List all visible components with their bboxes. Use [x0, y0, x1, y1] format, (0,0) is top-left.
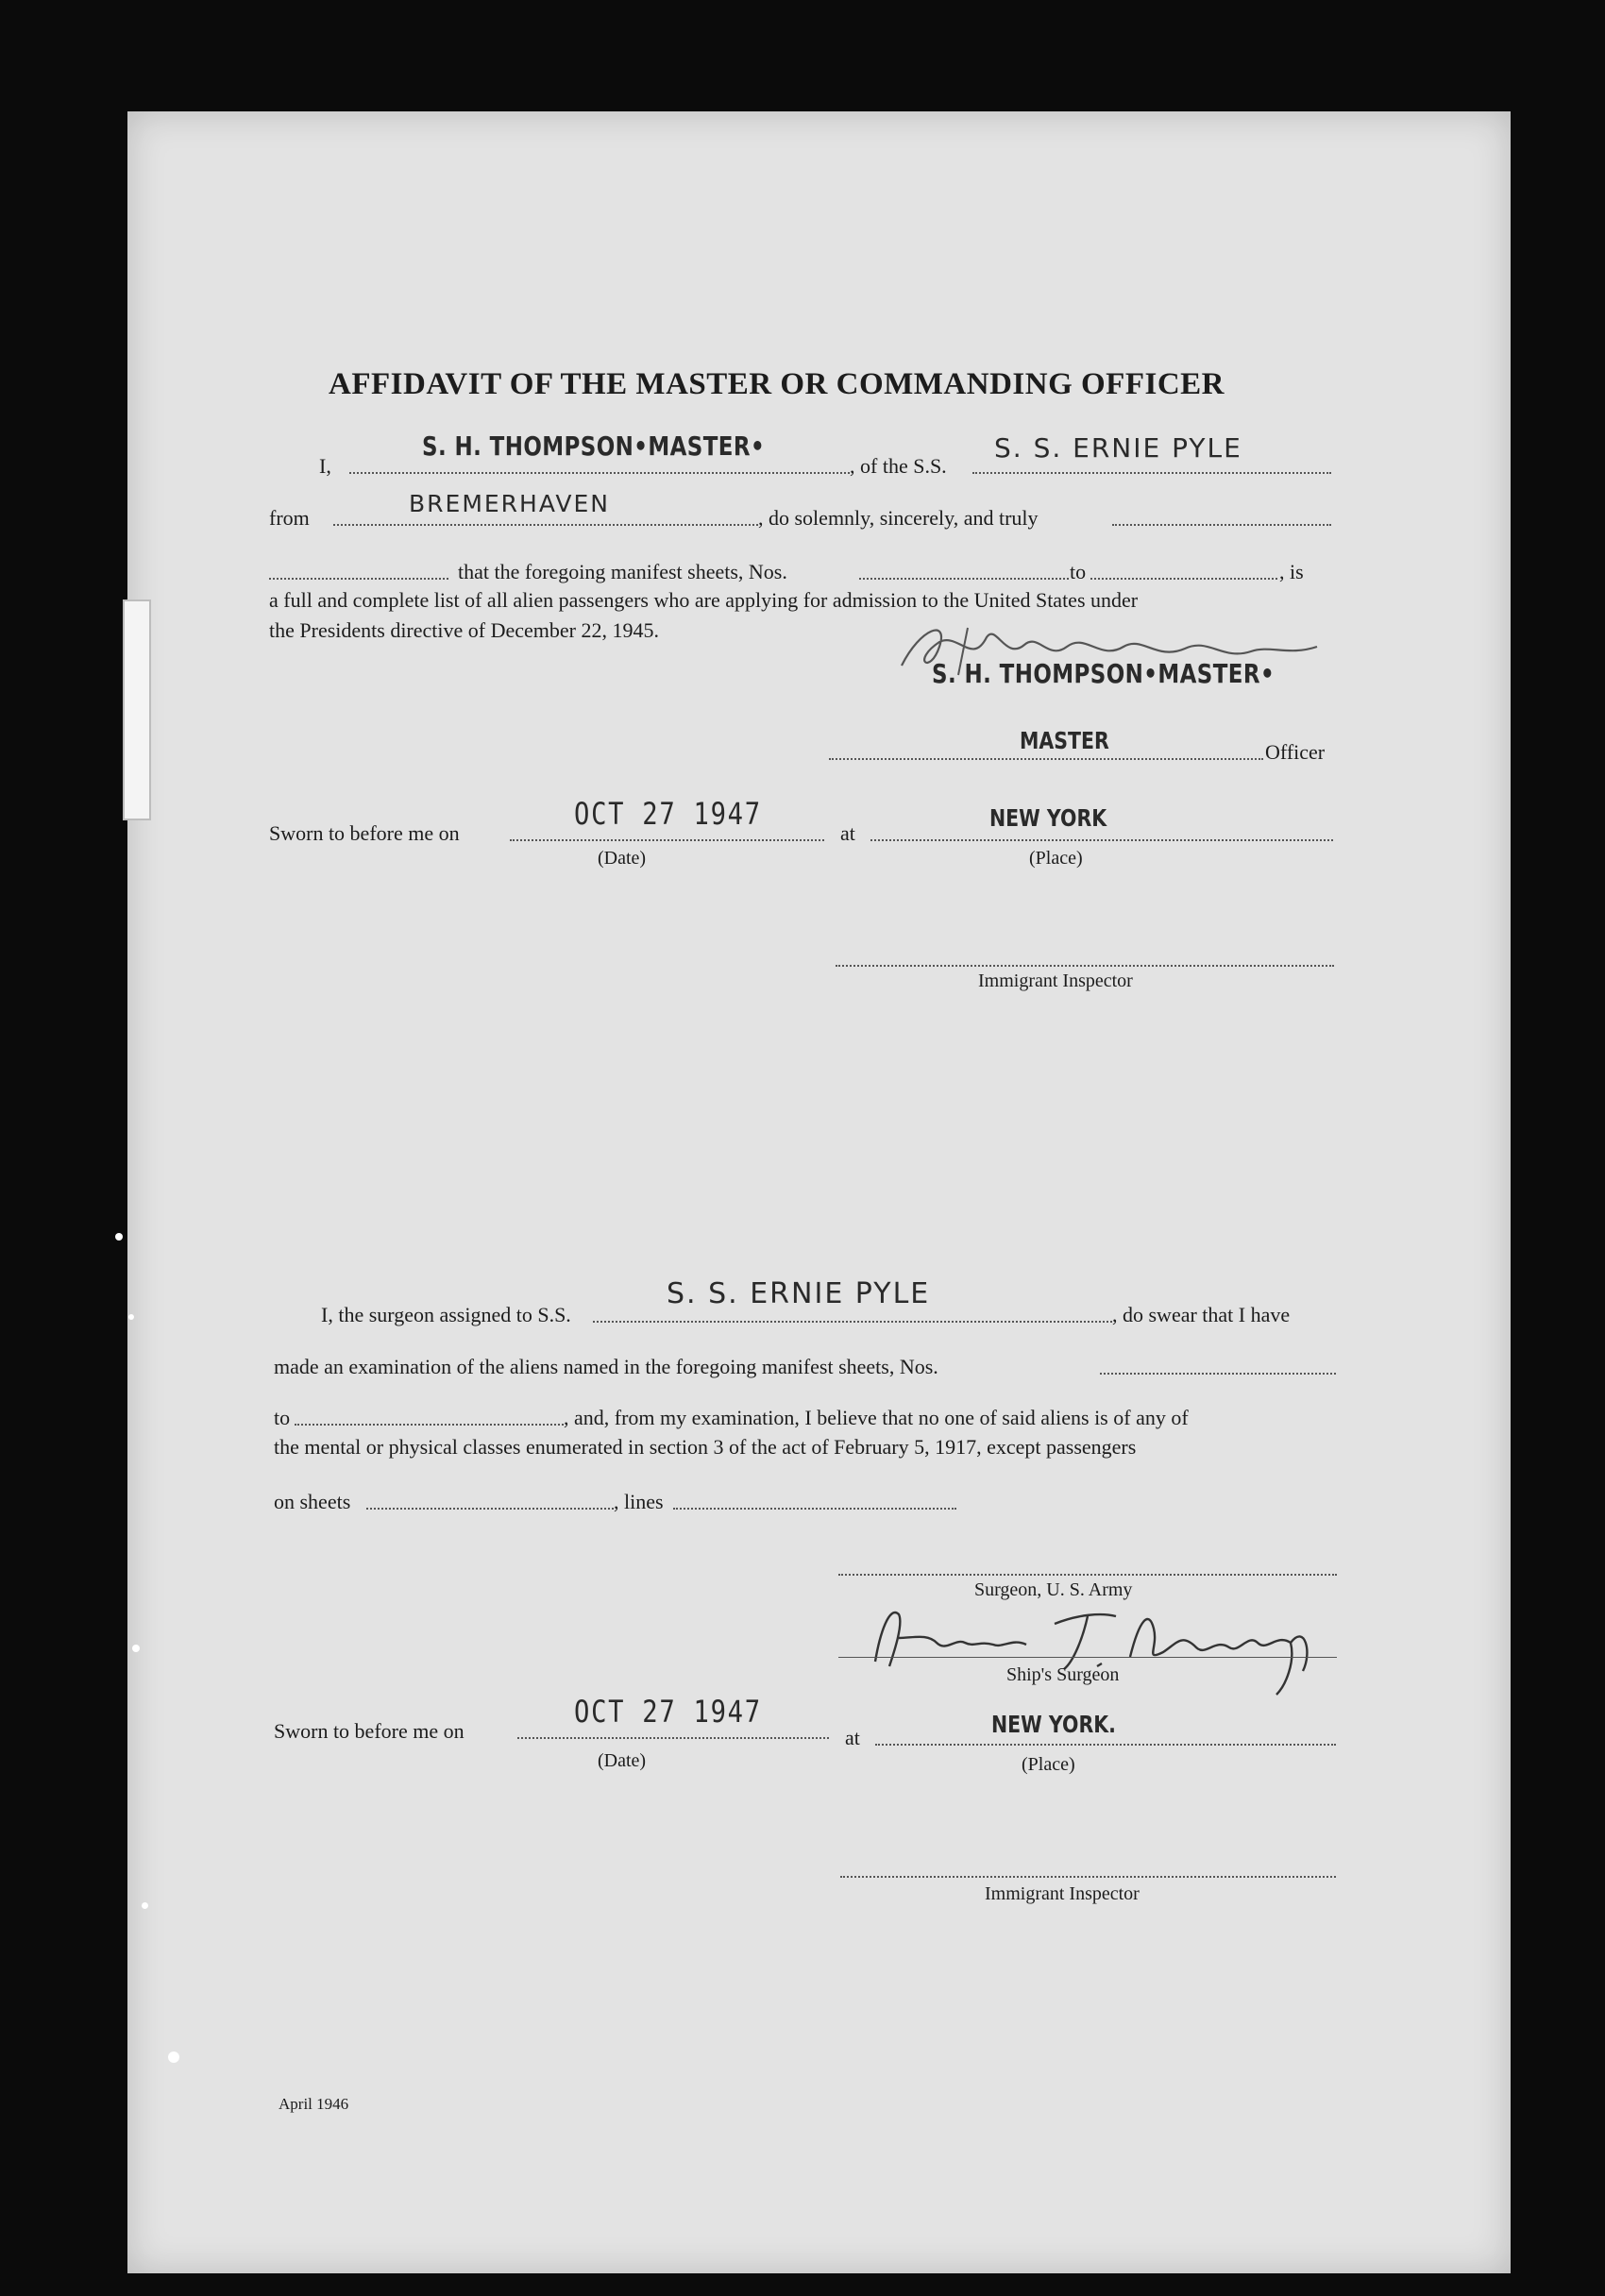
inspector-line-2 [840, 1876, 1336, 1878]
truly-line [1112, 524, 1331, 526]
place-caption: (Place) [1029, 848, 1083, 869]
binding-tab [123, 599, 151, 820]
sworn-date-stamp: OCT 27 1947 [574, 796, 762, 832]
lines-line [673, 1508, 956, 1510]
inspector-caption: Immigrant Inspector [978, 971, 1133, 991]
port-stamp: BREMERHAVEN [409, 490, 610, 517]
date-caption-2: (Date) [598, 1750, 647, 1771]
margin-speck [115, 1233, 123, 1241]
master-name-stamp: S. H. THOMPSON•MASTER• [422, 430, 766, 462]
text-made-exam: made an examination of the aliens named in the foregoing manifest sheets, Nos. [274, 1355, 938, 1378]
surgeon-vessel-stamp: S. S. ERNIE PYLE [667, 1277, 931, 1310]
surgeon-army-caption: Surgeon, U. S. Army [974, 1579, 1133, 1600]
nos-to-line [1090, 578, 1277, 580]
label-solemnly: , do solemnly, sincerely, and truly [758, 506, 1039, 530]
surgeon-army-line [838, 1574, 1337, 1576]
margin-speck [132, 1645, 140, 1652]
label-to: to [1070, 560, 1087, 583]
inspector-caption-2: Immigrant Inspector [985, 1883, 1140, 1904]
sworn-place-stamp: NEW YORK [989, 804, 1107, 832]
label-surgeon-to: to [274, 1406, 291, 1429]
label-swear: , do swear that I have [1112, 1303, 1291, 1326]
label-sworn-2: Sworn to before me on [274, 1719, 465, 1743]
label-is: , is [1279, 560, 1304, 583]
sworn-date-line [510, 839, 824, 841]
label-that-foregoing: that the foregoing manifest sheets, Nos. [458, 560, 787, 583]
margin-speck [168, 2051, 179, 2063]
blank-line [269, 578, 448, 580]
date-caption: (Date) [598, 848, 647, 869]
sworn-date-stamp-2: OCT 27 1947 [574, 1694, 762, 1730]
sworn-place-line-2 [875, 1744, 1336, 1746]
label-at-2: at [845, 1726, 860, 1749]
label-lines: , lines [614, 1490, 664, 1513]
surgeon-to-line [295, 1424, 564, 1426]
officer-line [829, 758, 1263, 760]
rank-stamp: MASTER [1020, 727, 1109, 754]
text-full-list: a full and complete list of all alien passengers who are applying for admission to the United States under [269, 588, 1139, 612]
margin-speck [128, 1314, 134, 1320]
affidavit-title: AFFIDAVIT OF THE MASTER OR COMMANDING OFFICER [329, 367, 1225, 401]
sworn-place-stamp-2: NEW YORK. [991, 1711, 1116, 1738]
signature-stamp: S. H. THOMPSON•MASTER• [932, 658, 1276, 689]
text-directive: the Presidents directive of December 22, 1945. [269, 618, 659, 642]
sworn-place-line [870, 839, 1333, 841]
label-from: from [269, 506, 310, 530]
form-date: April 1946 [279, 2095, 349, 2113]
place-caption-2: (Place) [1022, 1754, 1075, 1775]
label-on-sheets: on sheets [274, 1490, 351, 1513]
sheets-line [366, 1508, 614, 1510]
label-of-the-ss: , of the S.S. [850, 454, 947, 478]
vessel-line [972, 472, 1331, 474]
label-at: at [840, 821, 855, 845]
text-and-from: , and, from my examination, I believe that no one of said aliens is of any of [564, 1406, 1189, 1429]
ships-surgeon-caption: Ship's Surgeon [1006, 1664, 1120, 1685]
vessel-stamp: S. S. ERNIE PYLE [994, 432, 1242, 464]
port-line [333, 524, 758, 526]
surgeon-vessel-line [593, 1321, 1112, 1323]
sworn-date-line-2 [517, 1737, 829, 1739]
label-sworn: Sworn to before me on [269, 821, 460, 845]
surgeon-intro: I, the surgeon assigned to S.S. [321, 1303, 571, 1326]
label-officer: Officer [1265, 740, 1326, 764]
inspector-line [836, 965, 1334, 967]
ships-surgeon-line [838, 1657, 1337, 1658]
document-page [127, 111, 1511, 2273]
label-i: I, [319, 454, 331, 478]
surgeon-nos-line [1100, 1373, 1336, 1375]
text-classes: the mental or physical classes enumerated in section 3 of the act of February 5, 1917, except passengers [274, 1435, 1137, 1459]
margin-speck [142, 1902, 148, 1909]
nos-from-line [859, 578, 1069, 580]
master-name-line [349, 472, 850, 474]
